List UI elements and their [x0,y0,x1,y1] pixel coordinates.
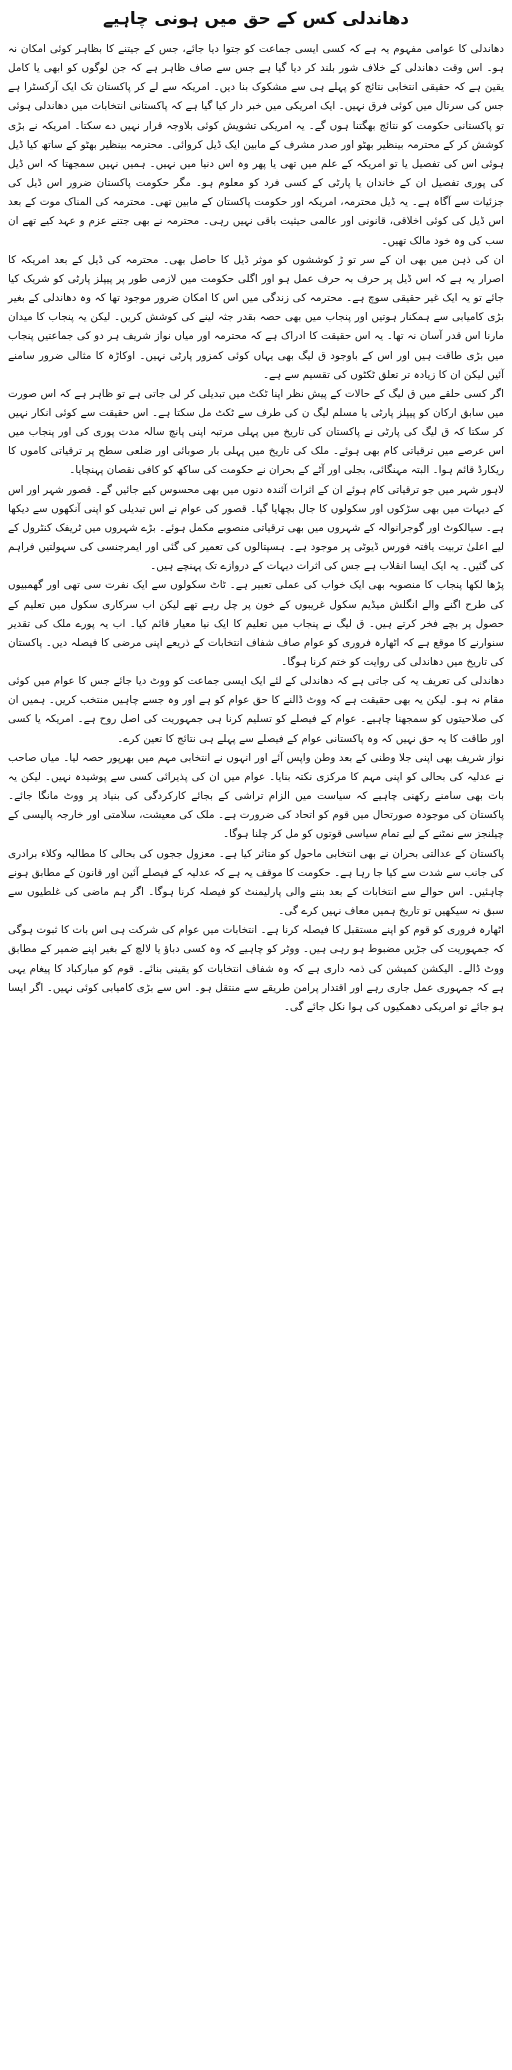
article-paragraph: اٹھارہ فروری کو قوم کو اپنے مستقبل کا فیصلہ کرنا ہے۔ انتخابات میں عوام کی شرکت ہی اس بات کا ثبوت ہوگی کہ جمہوریت کی جڑیں مضبوط ہو رہی ہیں۔ ووٹر کو چاہیے کہ وہ کسی دباؤ یا لالچ کے بغیر اپنے ضمیر کے مطابق ووٹ ڈالے۔ الیکشن کمیشن کی ذمہ داری ہے کہ وہ شفاف انتخابات کو یقینی بنائے۔ قوم کو مبارکباد کا پیغام یہی ہے کہ جمہوری عمل جاری رہے اور اقتدار پرامن طریقے سے منتقل ہو۔ اس سے بڑی کامیابی کوئی نہیں۔ اگر ایسا ہو جائے تو امریکی دھمکیوں کی ہوا نکل جائے گی۔ [8,924,504,1013]
article-paragraph: پاکستان کے عدالتی بحران نے بھی انتخابی ماحول کو متاثر کیا ہے۔ معزول ججوں کی بحالی کا مطالبہ وکلاء برادری کی جانب سے شدت سے کیا جا رہا ہے۔ حکومت کا موقف یہ ہے کہ عدلیہ کے فیصلے آئین اور قانون کے مطابق ہونے چاہئیں۔ اس حوالے سے انتخابات کے بعد بننے والی پارلیمنٹ کو فیصلہ کرنا ہوگا۔ اگر ہم ماضی کی غلطیوں سے سبق نہ سیکھیں تو تاریخ ہمیں معاف نہیں کرے گی۔ [8,847,504,918]
article-paragraph: لاہور شہر میں جو ترقیاتی کام ہوئے ان کے اثرات آئندہ دنوں میں بھی محسوس کیے جائیں گے۔ قصور شہر اور اس کے دیہات میں بھی سڑکوں اور سکولوں کا جال بچھایا گیا۔ قصور کی عوام نے اس تبدیلی کو اپنی آنکھوں سے دیکھا ہے۔ سیالکوٹ اور گوجرانوالہ کے شہروں میں بھی ترقیاتی منصوبے مکمل ہوئے۔ بڑے شہروں میں ٹریفک کنٹرول کے لیے اعلیٰ تربیت یافتہ فورس ڈیوٹی پر موجود ہے۔ ہسپتالوں کی تعمیر کی گئی اور ایمرجنسی کی سہولتیں فراہم کی گئیں۔ یہ ایک ایسا انقلاب ہے جس کی اثرات دیہات کے دروازے تک پہنچے ہیں۔ [8,483,504,573]
article-paragraph: پڑھا لکھا پنجاب کا منصوبہ بھی ایک خواب کی عملی تعبیر ہے۔ ٹاٹ سکولوں سے ایک نفرت سی تھی اور گھمبیوں کی طرح اگنے والے انگلش میڈیم سکول غریبوں کے خون پر چل رہے تھے لیکن اب سرکاری سکول میں تعلیم کے حصول پر بچے فخر کرتے ہیں۔ ق لیگ نے پنجاب میں تعلیم کا ایک نیا معیار قائم کیا۔ اب یہ پورے ملک کی تقدیر سنوارنے کا موقع ہے کہ اٹھارہ فروری کو عوام صاف شفاف انتخابات کے ذریعے اپنی مرضی کا فیصلہ دیں۔ پاکستان کی تاریخ میں دھاندلی کی روایت کو ختم کرنا ہوگا۔ [8,579,504,668]
article-paragraph: دھاندلی کی تعریف یہ کی جاتی ہے کہ دھاندلی کے لئے ایک ایسی جماعت کو ووٹ دیا جائے جس کا عوام میں کوئی مقام نہ ہو۔ لیکن یہ بھی حقیقت ہے کہ ووٹ ڈالنے کا حق عوام کو ہے اور وہ جسے چاہیں منتخب کریں۔ ہمیں ان کی صلاحیتوں کو سمجھنا چاہیے۔ عوام کے فیصلے کو تسلیم کرنا ہی جمہوریت کی اصل روح ہے۔ امریکہ یا کسی اور طاقت کا یہ حق نہیں کہ وہ پاکستانی عوام کے فیصلے سے پہلے ہی نتائج کا تعین کرے۔ [8,675,504,745]
article-paragraph: ان کی ذہن میں بھی ان کے سر تو ڑ کوششوں کو موثر ڈیل کا حاصل بھی۔ محترمہ کی ڈیل کے بعد امریکہ کا اصرار یہ ہے کہ اس ڈیل پر حرف بہ حرف عمل ہو اور اگلی حکومت میں لازمی طور پر پیپلز پارٹی کو شریک کیا جائے تو یہ ایک غیر حقیقی سوچ ہے۔ محترمہ کی زندگی میں اس کا امکان ضرور موجود تھا کہ وہ دھاندلی کے بغیر بڑی کامیابی سے ہمکنار ہوتیں اور پنجاب میں بھی حصہ بقدر جثہ لینے کی کوشش کریں۔ لیکن یہ پنجاب کا میدان مارنا اس قدر آسان نہ تھا۔ یہ اس حقیقت کا ادراک ہے کہ محترمہ اور میاں نواز شریف ہر دو کی جماعتیں پنجاب میں بڑی طاقت ہیں اور اس کے باوجود ق لیگ بھی یہاں کوئی کمزور پارٹی نہیں۔ اوکاڑہ کا مثالی ضرور سامنے آئیں لیکن ان کا زیادہ تر تعلق ٹکٹوں کی تقسیم سے ہے۔ [8,253,504,381]
article-paragraph: اگر کسی حلقے میں ق لیگ کے حالات کے پیش نظر اپنا ٹکٹ میں تبدیلی کر لی جاتی ہے تو ظاہر ہے کہ اس صورت میں سابق ارکان کو پیپلز پارٹی یا مسلم لیگ ن کی طرف سے ٹکٹ مل سکتا ہے۔ اس حقیقت سے کوئی انکار نہیں کر سکتا کہ ق لیگ کی پارٹی نے پاکستان کی تاریخ میں پہلی مرتبہ اپنی پانچ سالہ مدت پوری کی اور پنجاب میں اس عرصے میں ترقیاتی کام بھی ہوئے۔ ملک کی تاریخ میں پہلی بار صوبائی اور ضلعی سطح پر ترقیاتی کاموں کا ریکارڈ قائم ہوا۔ البتہ مہنگائی، بجلی اور آٹے کے بحران نے حکومت کی ساکھ کو کافی نقصان پہنچایا۔ [8,387,504,477]
article-headline: دھاندلی کس کے حق میں ہونی چاہیے [103,9,409,29]
article-body [8,40,504,1017]
article-paragraph: دھاندلی کا عوامی مفہوم یہ ہے کہ کسی ایسی جماعت کو جتوا دیا جائے، جس کے جیتنے کا بظاہر کوئی امکان نہ ہو۔ اس وقت دھاندلی کے خلاف شور بلند کر دیا گیا ہے جس سے صاف ظاہر ہے کہ جن لوگوں کو ابھی یا کامل یقین ہے کہ حقیقی انتخابی نتائج کو پہلے ہی سے مشکوک بنا دیں۔ امریکہ سے لے کر پاکستان تک ایک آرکسٹرا ہے جس کی سرتال میں کوئی فرق نہیں۔ ایک امریکی میں خبر دار کیا گیا ہے کہ پاکستانی انتخابات میں دھاندلی ہوئی تو پاکستانی حکومت کو نتائج بھگتنا ہوں گے۔ یہ امریکی تشویش کوئی بلاوجہ قرار نہیں دے سکتا۔ امریکہ نے بڑی کوشش کر کے محترمہ بینظیر بھٹو اور صدر مشرف کے مابین ایک ڈیل کروائی۔ محترمہ بینظیر بھٹو کے ساتھ کیا ڈیل ہوئی اس کی تفصیل یا تو امریکہ کے علم میں تھی یا پھر وہ اس دنیا میں نہیں۔ ہمیں نہیں سمجھتا کہ اس ڈیل کی پوری تفصیل ان کے خاندان یا پارٹی کے کسی فرد کو معلوم ہو۔ مگر حکومت پاکستان ضرور اس ڈیل کی جزئیات سے آگاہ ہے۔ یہ ڈیل محترمہ، امریکہ اور حکومت پاکستان کے مابین تھی۔ محترمہ کی المناک موت کے بعد اس ڈیل کی کوئی اخلاقی، قانونی اور عالمی حیثیت باقی نہیں رہی۔ محترمہ نے بھی جتنے عزم و عہد کیے تھے ان سب کی وہ خود مالک تھیں۔ [8,43,504,247]
article-paragraph: نواز شریف بھی اپنی جلا وطنی کے بعد وطن واپس آئے اور انہوں نے انتخابی مہم میں بھرپور حصہ لیا۔ میاں صاحب نے عدلیہ کی بحالی کو اپنی مہم کا مرکزی نکتہ بنایا۔ عوام میں ان کی پذیرائی کسی سے پوشیدہ نہیں۔ لیکن یہ بات بھی سامنے رکھنی چاہیے کہ سیاست میں الزام تراشی کے بجائے کارکردگی کی بنیاد پر ووٹ مانگا جائے۔ پاکستان کی موجودہ صورتحال میں قوم کو اتحاد کی ضرورت ہے۔ ملک کی معیشت، سلامتی اور خارجہ پالیسی کے چیلنجز سے نمٹنے کے لیے تمام سیاسی قوتوں کو مل کر چلنا ہوگا۔ [8,751,504,841]
